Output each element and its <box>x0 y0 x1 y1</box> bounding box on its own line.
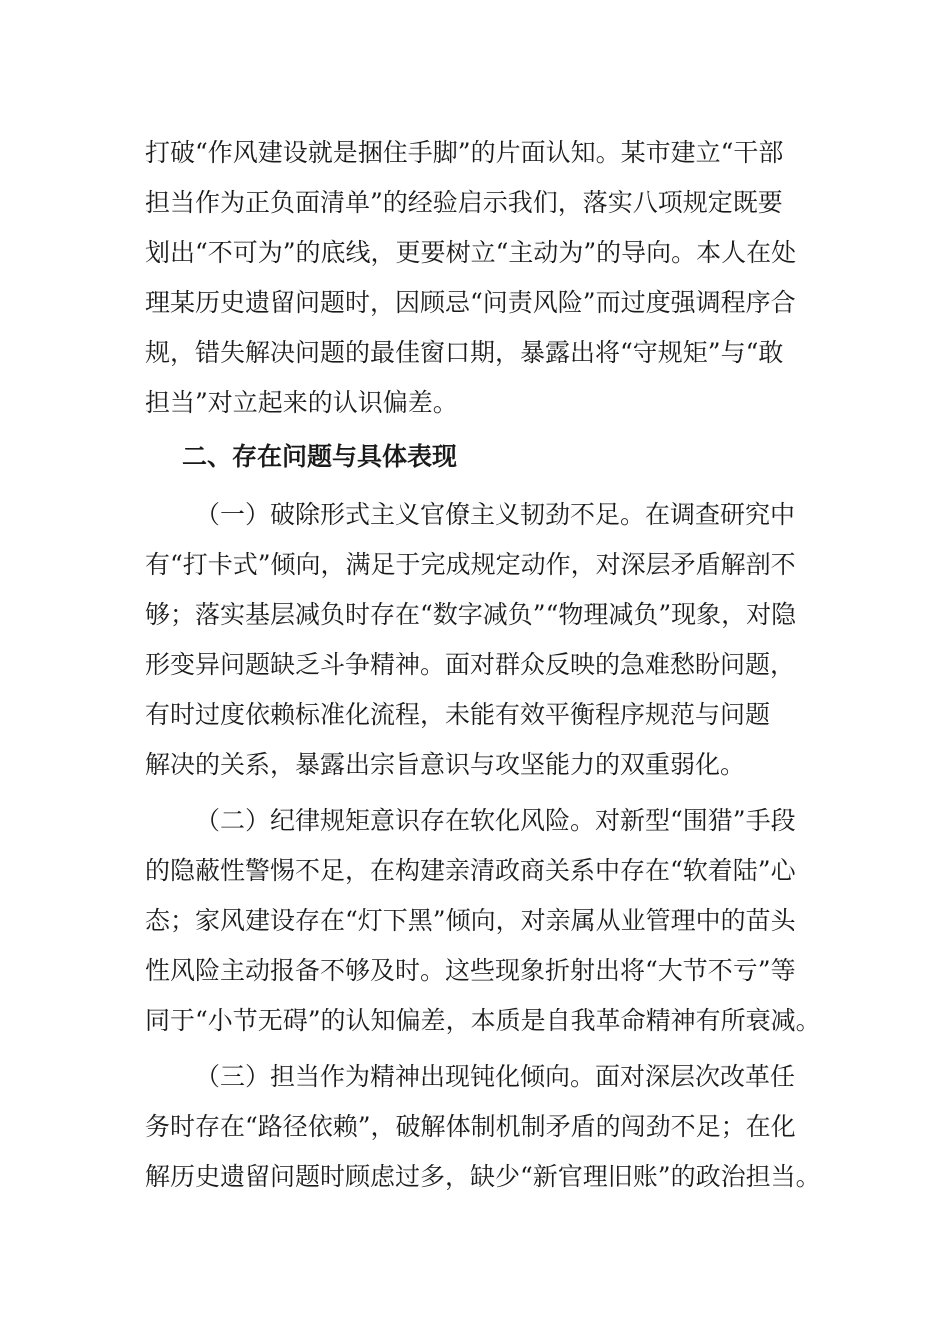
text-line: 有时过度依赖标准化流程，未能有效平衡程序规范与问题 <box>145 700 771 729</box>
paragraph-discipline-issue <box>145 796 845 1046</box>
section-heading-problems: 二、存在问题与具体表现 <box>182 442 458 471</box>
text-line: 同于“小节无碍”的认知偏差，本质是自我革命精神有所衰减。 <box>145 1006 821 1035</box>
text-line: （一）破除形式主义官僚主义韧劲不足。在调查研究中 <box>195 500 796 529</box>
paragraph-formalism-issue <box>145 490 845 790</box>
text-line: 形变异问题缺乏斗争精神。面对群众反映的急难愁盼问题， <box>145 650 796 679</box>
text-line: 有“打卡式”倾向，满足于完成规定动作，对深层矛盾解剖不 <box>145 550 796 579</box>
text-line: 够；落实基层减负时存在“数字减负”“物理减负”现象，对隐 <box>145 600 797 629</box>
text-line: 规，错失解决问题的最佳窗口期，暴露出将“守规矩”与“敢 <box>145 338 784 367</box>
text-line: 的隐蔽性警惕不足，在构建亲清政商关系中存在“软着陆”心 <box>145 856 796 885</box>
text-line: 务时存在“路径依赖”，破解体制机制矛盾的闯劲不足；在化 <box>145 1112 796 1141</box>
text-line: 理某历史遗留问题时，因顾忌“问责风险”而过度强调程序合 <box>145 288 796 317</box>
text-line: （三）担当作为精神出现钝化倾向。面对深层次改革任 <box>195 1062 796 1091</box>
text-line: （二）纪律规矩意识存在软化风险。对新型“围猎”手段 <box>195 806 796 835</box>
text-line: 划出“不可为”的底线，更要树立“主动为”的导向。本人在处 <box>145 238 797 267</box>
paragraph-work-style-awareness <box>145 128 845 428</box>
text-line: 担当作为正负面清单”的经验启示我们，落实八项规定既要 <box>145 188 783 217</box>
paragraph-responsibility-issue <box>145 1052 845 1202</box>
text-line: 态；家风建设存在“灯下黑”倾向，对亲属从业管理中的苗头 <box>145 906 796 935</box>
text-line: 解历史遗留问题时顾虑过多，缺少“新官理旧账”的政治担当。 <box>145 1162 821 1191</box>
text-line: 担当”对立起来的认识偏差。 <box>145 388 458 417</box>
text-line: 打破“作风建设就是捆住手脚”的片面认知。某市建立“干部 <box>145 138 784 167</box>
text-line: 性风险主动报备不够及时。这些现象折射出将“大节不亏”等 <box>145 956 796 985</box>
text-line: 解决的关系，暴露出宗旨意识与攻坚能力的双重弱化。 <box>145 750 746 779</box>
